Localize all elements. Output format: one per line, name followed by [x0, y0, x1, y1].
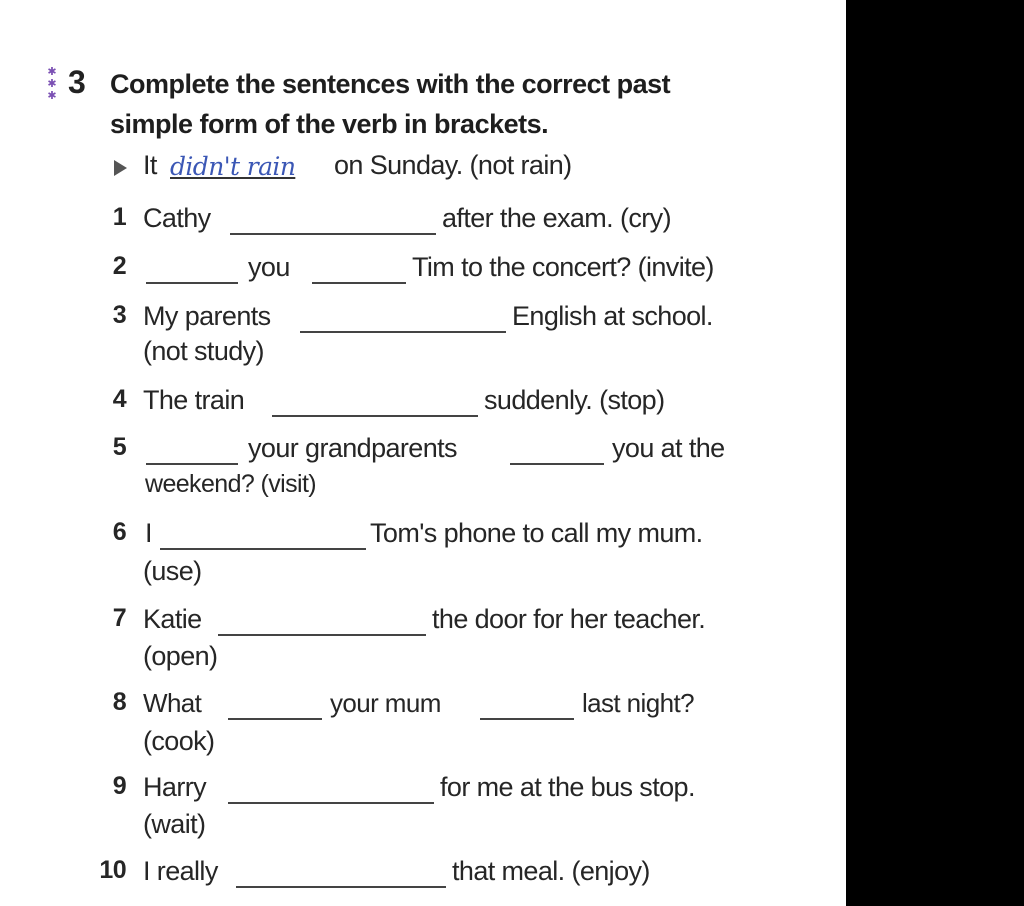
item-text-b: your mum	[330, 688, 441, 718]
item-text-c: last night?	[582, 688, 694, 718]
answer-blank[interactable]	[160, 548, 366, 550]
instruction-line-2: simple form of the verb in brackets.	[110, 109, 549, 139]
item-text-a: Katie	[143, 604, 202, 634]
item-text-c: (use)	[143, 556, 202, 586]
answer-blank[interactable]	[218, 634, 426, 636]
item-text-a: Harry	[143, 772, 206, 802]
instruction-line-1: Complete the sentences with the correct past	[110, 69, 671, 99]
item-text-c: (open)	[143, 641, 218, 671]
example-before: It	[143, 150, 157, 180]
answer-blank[interactable]	[272, 415, 478, 417]
item-number: 9	[112, 772, 126, 800]
answer-blank[interactable]	[312, 282, 406, 284]
item-text-b: English at school.	[512, 301, 713, 331]
item-number: 1	[112, 203, 126, 231]
answer-blank[interactable]	[228, 802, 434, 804]
answer-blank[interactable]	[480, 718, 574, 720]
item-text-a: I	[145, 518, 152, 548]
answer-blank[interactable]	[510, 463, 604, 465]
item-text-b: after the exam. (cry)	[442, 203, 671, 233]
item-text-b: Tim to the concert? (invite)	[412, 252, 714, 282]
item-text-a: The train	[143, 385, 245, 415]
item-number: 4	[112, 385, 126, 413]
item-text-c: weekend? (visit)	[145, 470, 317, 498]
example-arrow-icon	[114, 160, 127, 176]
item-number: 7	[112, 604, 126, 632]
item-number: 2	[112, 252, 126, 280]
item-text-d: (cook)	[143, 726, 215, 756]
exercise-instruction	[110, 64, 790, 144]
example-answer: didn't rain	[170, 152, 296, 181]
item-text-a: you	[248, 252, 290, 282]
example-after: on Sunday. (not rain)	[334, 150, 572, 180]
exercise-number: 3	[68, 64, 86, 100]
black-side-bar	[846, 0, 1024, 906]
item-number: 3	[112, 301, 126, 329]
item-text-a: your grandparents	[248, 433, 457, 463]
item-text-a: Cathy	[143, 203, 211, 233]
answer-blank[interactable]	[230, 233, 436, 235]
answer-blank[interactable]	[146, 463, 238, 465]
item-number: 8	[112, 688, 126, 716]
item-text-b: for me at the bus stop.	[440, 772, 695, 802]
item-text-c: (not study)	[143, 336, 264, 366]
item-text-b: you at the	[612, 433, 725, 463]
answer-blank[interactable]	[228, 718, 322, 720]
item-number: 10	[99, 856, 126, 884]
answer-blank[interactable]	[300, 331, 506, 333]
item-text-b: suddenly. (stop)	[484, 385, 665, 415]
item-text-b: the door for her teacher.	[432, 604, 706, 634]
item-text-c: (wait)	[143, 809, 206, 839]
item-number: 5	[112, 433, 126, 461]
item-text-a: I really	[143, 856, 218, 886]
item-text-b: that meal. (enjoy)	[452, 856, 650, 886]
answer-blank[interactable]	[236, 886, 446, 888]
item-text-a: My parents	[143, 301, 271, 331]
answer-blank[interactable]	[146, 282, 238, 284]
item-text-b: Tom's phone to call my mum.	[370, 518, 703, 548]
item-text-a: What	[143, 688, 202, 718]
item-number: 6	[112, 518, 126, 546]
difficulty-stars-icon: ✱ ✱ ✱	[47, 65, 57, 102]
